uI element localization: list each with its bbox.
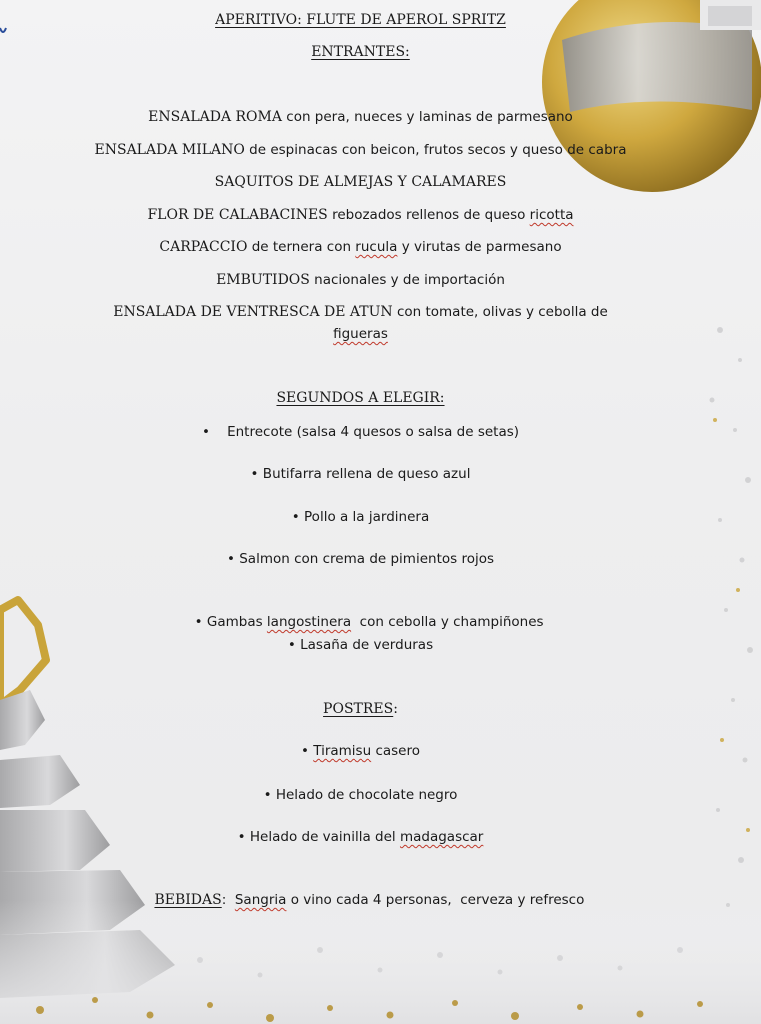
dish-name: EMBUTIDOS [216, 272, 310, 288]
item-text: • Helado de vainilla del [237, 829, 400, 845]
dish-desc: rebozados rellenos de queso [327, 207, 530, 223]
bebidas-text: o vino cada 4 personas, cerveza y refresco [286, 892, 585, 908]
item-text: • [300, 743, 314, 759]
dish-desc: nacionales y de importación [309, 272, 505, 288]
list-item [0, 741, 721, 761]
dish-name: ENSALADA MILANO [94, 142, 245, 158]
dish-desc: figueras [333, 326, 388, 342]
postres-label: POSTRES [323, 701, 394, 717]
bebidas-text: Sangria [234, 892, 287, 908]
item-text: Tiramisu [313, 743, 372, 759]
item-text: con cebolla y champiñones [351, 614, 544, 630]
list-item: • Lasaña de verduras [287, 637, 434, 653]
list-item [0, 205, 721, 225]
dish-name: ENSALADA DE VENTRESCA DE ATUN [113, 304, 393, 320]
postres-colon: : [393, 701, 398, 717]
list-item [0, 827, 721, 847]
dish-desc: rucula [355, 239, 398, 255]
dish-desc: con pera, nueces y laminas de parmesano [281, 109, 573, 125]
dish-desc: y virutas de parmesano [397, 239, 562, 255]
item-text: madagascar [399, 829, 484, 845]
postres-heading [0, 699, 721, 719]
list-item: • Butifarra rellena de queso azul [250, 466, 471, 482]
entrantes-heading: ENTRANTES: [311, 44, 410, 60]
bebidas-label: BEBIDAS [154, 892, 222, 908]
list-item: • Entrecote (salsa 4 quesos o salsa de setas) [201, 424, 520, 440]
item-text: casero [371, 743, 420, 759]
dish-name: CARPACCIO [159, 239, 248, 255]
list-item [0, 140, 721, 160]
item-text: • Gambas [194, 614, 267, 630]
item-text: langostinera [266, 614, 352, 630]
segundos-heading: SEGUNDOS A ELEGIR: [276, 390, 445, 406]
list-item [0, 270, 721, 290]
list-item: • Salmon con crema de pimientos rojos [226, 551, 494, 567]
bebidas-colon: : [221, 892, 235, 908]
dish-desc: de ternera con [247, 239, 356, 255]
dish-name: FLOR DE CALABACINES [147, 207, 328, 223]
list-item: • Helado de chocolate negro [263, 787, 458, 803]
aperitivo-heading: APERITIVO: FLUTE DE APEROL SPRITZ [215, 12, 506, 28]
dish-desc: de espinacas con beicon, frutos secos y queso de cabra [244, 142, 627, 158]
list-item [0, 302, 721, 322]
list-item [0, 237, 721, 257]
list-item-continuation [0, 324, 721, 344]
dish-desc: con tomate, olivas y cebolla de [392, 304, 608, 320]
bebidas-line [0, 870, 721, 930]
dish-desc: ricotta [529, 207, 574, 223]
dish-name: ENSALADA ROMA [148, 109, 282, 125]
list-item [0, 107, 721, 127]
dish-name: SAQUITOS DE ALMEJAS Y CALAMARES [214, 174, 507, 190]
list-item [0, 172, 721, 192]
list-item: • Pollo a la jardinera [291, 509, 430, 525]
